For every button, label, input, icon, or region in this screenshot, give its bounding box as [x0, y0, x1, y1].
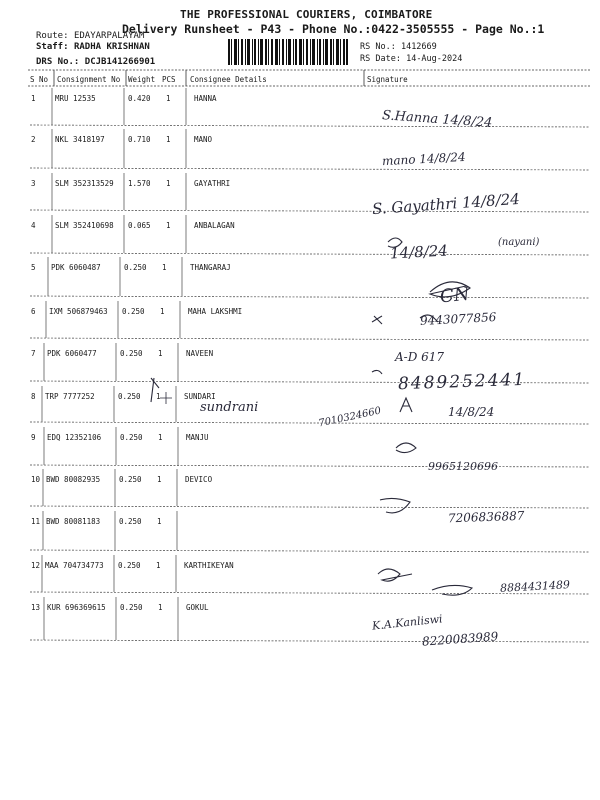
rs-date-label: RS Date: — [360, 54, 401, 64]
route-label: Route: — [36, 31, 69, 41]
cell-sno: 8 — [31, 392, 36, 401]
cell-consignee: THANGARAJ — [190, 263, 231, 272]
cell-consignee: HANNA — [194, 94, 217, 103]
signature-row-8c: 14/8/24 — [448, 405, 495, 419]
cell-consignment: TRP 7777252 — [45, 392, 95, 401]
staff-label: Staff: — [36, 42, 69, 52]
route-value: EDAYARPALAYAM — [73, 31, 145, 41]
cell-pcs: 1 — [158, 603, 163, 612]
rs-no-label: RS No.: — [360, 42, 396, 52]
cell-sno: 2 — [31, 135, 36, 144]
cell-sno: 1 — [31, 94, 36, 103]
cell-sno: 10 — [31, 475, 41, 484]
cell-weight: 0.250 — [124, 263, 147, 272]
cell-pcs: 1 — [156, 392, 161, 401]
signature-row-5: CN — [438, 283, 471, 308]
cell-weight: 0.710 — [128, 135, 151, 144]
cell-pcs: 1 — [166, 94, 171, 103]
cell-consignee: GOKUL — [186, 603, 209, 612]
col-header-consignment: Consignment No — [57, 75, 121, 84]
signature-row-8b: 7010324660 — [317, 405, 383, 430]
rs-date-value: 14-Aug-2024 — [406, 54, 463, 64]
cell-consignee: DEVICO — [185, 475, 213, 484]
cell-consignment: PDK 6060477 — [47, 349, 97, 358]
cell-weight: 0.250 — [120, 349, 143, 358]
cell-sno: 4 — [31, 221, 36, 230]
col-header-consignee: Consignee Details — [190, 75, 267, 84]
cell-consignment: MAA 704734773 — [45, 561, 104, 570]
cell-sno: 12 — [31, 561, 41, 570]
cell-pcs: 1 — [158, 349, 163, 358]
cell-sno: 3 — [31, 179, 36, 188]
cell-sno: 11 — [31, 517, 41, 526]
signature-row-10: 7206836887 — [447, 508, 525, 526]
cell-pcs: 1 — [158, 433, 163, 442]
cell-weight: 0.250 — [119, 517, 142, 526]
cell-pcs: 1 — [157, 475, 162, 484]
cell-pcs: 1 — [166, 135, 171, 144]
signature-row-12: 8884431489 — [499, 578, 571, 595]
cell-sno: 5 — [31, 263, 36, 272]
signature-row-4: 14/8/24 — [389, 241, 449, 263]
signature-row-13b: 8220083989 — [421, 629, 499, 649]
cell-consignee: ANBALAGAN — [194, 221, 235, 230]
cell-weight: 0.250 — [120, 433, 143, 442]
cell-consignment: NKL 3418197 — [55, 135, 105, 144]
cell-consignment: KUR 696369615 — [47, 603, 106, 612]
signature-row-2: mano 14/8/24 — [381, 149, 466, 169]
cell-weight: 0.250 — [118, 561, 141, 570]
cell-consignment: BWD 80082935 — [46, 475, 101, 484]
cell-consignment: SLM 352410698 — [55, 221, 114, 230]
cell-consignee: NAVEEN — [186, 349, 214, 358]
cell-sno: 6 — [31, 307, 36, 316]
col-header-weight: Weight — [128, 75, 156, 84]
col-header-sno: S No — [30, 75, 49, 84]
cell-sno: 9 — [31, 433, 36, 442]
cell-pcs: 1 — [160, 307, 165, 316]
cell-consignment: EDQ 12352106 — [47, 433, 102, 442]
signature-row-1: S.Hanna 14/8/24 — [381, 108, 493, 131]
cell-consignment: IXM 506879463 — [49, 307, 108, 316]
signature-row-7b: 8489252441 — [397, 369, 527, 395]
signature-row-6: 9443077856 — [419, 310, 497, 328]
cell-pcs: 1 — [156, 561, 161, 570]
cell-consignment: MRU 12535 — [55, 94, 96, 103]
cell-sno: 7 — [31, 349, 36, 358]
cell-pcs: 1 — [157, 517, 162, 526]
cell-consignment: SLM 352313529 — [55, 179, 114, 188]
cell-consignment: PDK 6060487 — [51, 263, 101, 272]
cell-weight: 0.250 — [122, 307, 145, 316]
cell-weight: 0.250 — [120, 603, 143, 612]
cell-consignee: MANJU — [186, 433, 209, 442]
cell-weight: 0.065 — [128, 221, 151, 230]
cell-pcs: 1 — [166, 221, 171, 230]
cell-consignee: MAHA LAKSHMI — [188, 307, 243, 316]
cell-weight: 0.420 — [128, 94, 151, 103]
rs-no-value: 1412669 — [400, 42, 437, 52]
cell-consignee: SUNDARI — [184, 392, 216, 401]
signature-row-9: 9965120696 — [428, 460, 498, 473]
signature-row-3: S. Gayathri 14/8/24 — [371, 189, 521, 219]
cell-consignment: BWD 80081183 — [46, 517, 101, 526]
signature-row-8a: sundrani — [200, 400, 259, 415]
signature-row-13a: K.A.Kanliswi — [371, 612, 444, 633]
cell-consignee: KARTHIKEYAN — [184, 561, 234, 570]
staff-value: RADHA KRISHNAN — [73, 42, 150, 52]
col-header-pcs: PCS — [162, 75, 176, 84]
cell-sno: 13 — [31, 603, 41, 612]
cell-weight: 0.250 — [119, 475, 142, 484]
signature-row-7a: A-D 617 — [395, 350, 445, 364]
company-title: THE PROFESSIONAL COURIERS, COIMBATORE — [180, 8, 433, 21]
cell-pcs: 1 — [162, 263, 167, 272]
cell-consignee: GAYATHRI — [194, 179, 231, 188]
drs-label: DRS No.: — [36, 57, 80, 67]
runsheet-title: Delivery Runsheet - P43 - Phone No.:0422-3505555 - Page No.:1 — [122, 22, 545, 36]
signature-row-4-note: (nayani) — [498, 237, 540, 248]
cell-weight: 0.250 — [118, 392, 141, 401]
cell-weight: 1.570 — [128, 179, 151, 188]
drs-value: DCJB141266901 — [84, 57, 156, 67]
col-header-signature: Signature — [367, 75, 408, 84]
cell-consignee: MANO — [194, 135, 213, 144]
cell-pcs: 1 — [166, 179, 171, 188]
